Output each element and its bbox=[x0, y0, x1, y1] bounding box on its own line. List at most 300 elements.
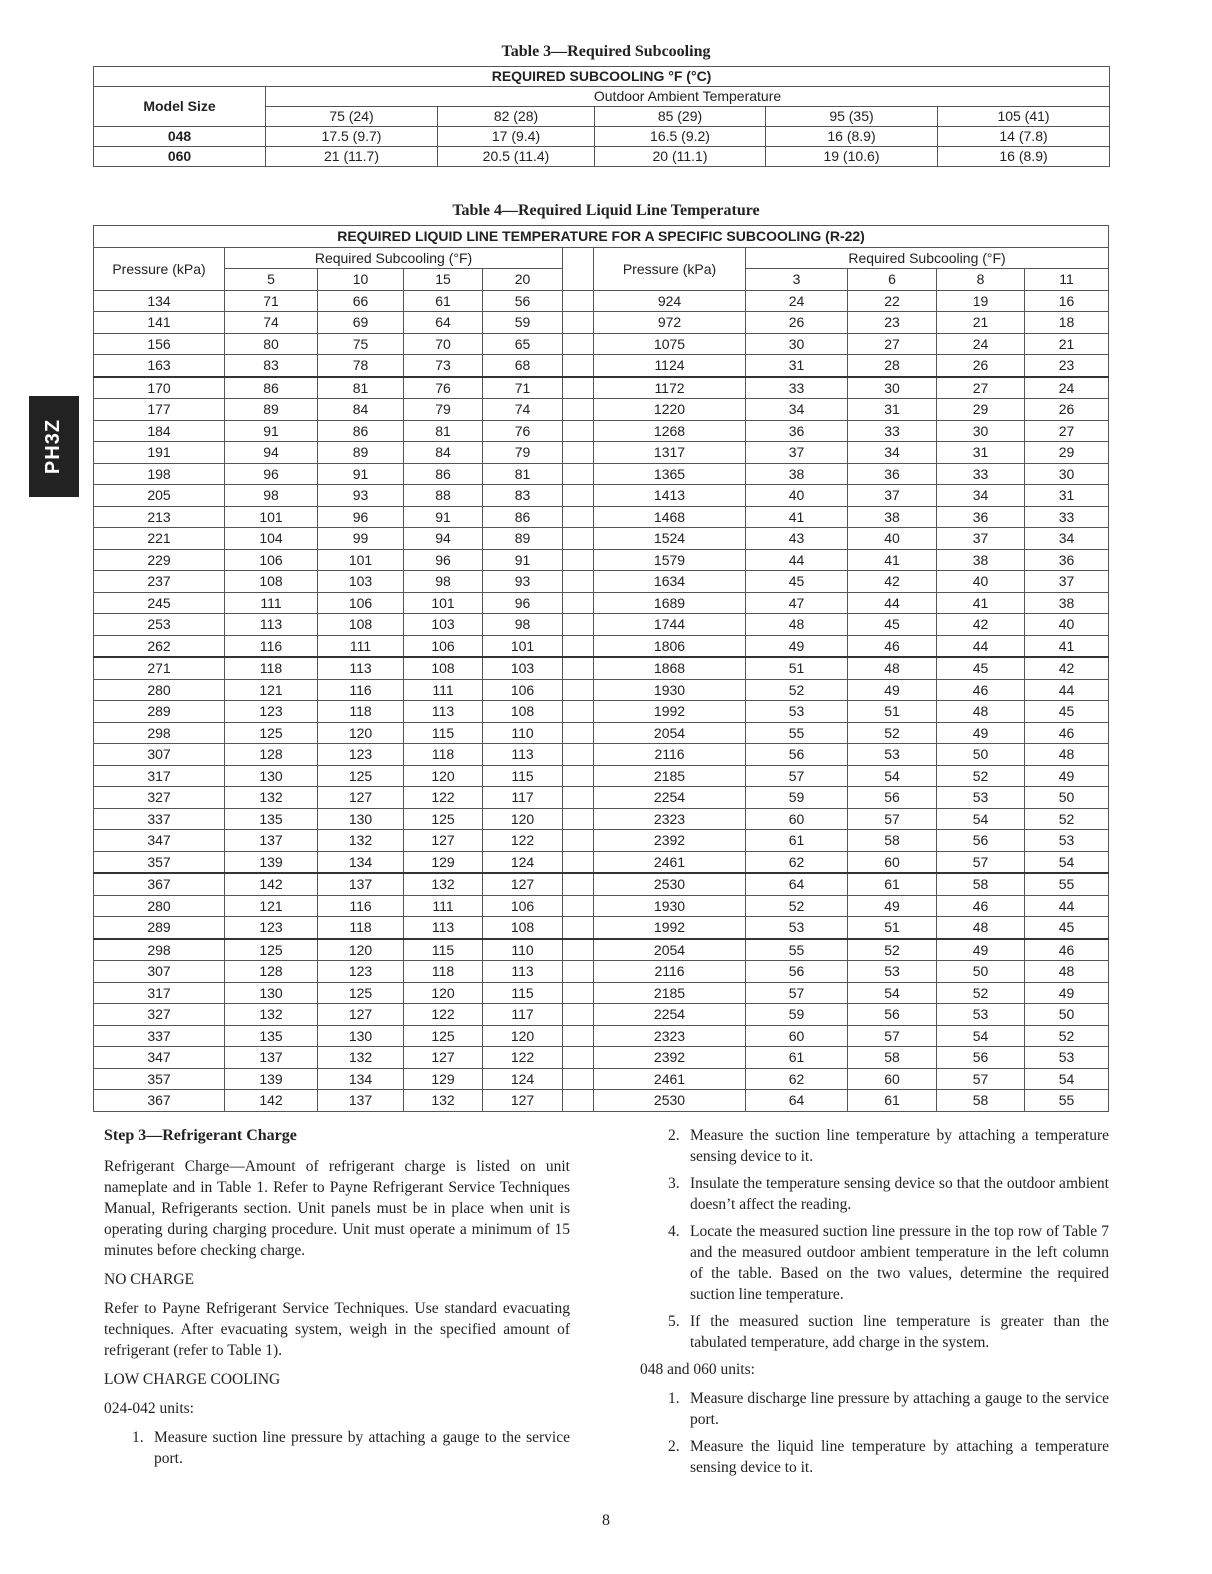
table-cell: 36 bbox=[746, 420, 848, 442]
table-cell: 48 bbox=[937, 701, 1025, 723]
table-cell: 27 bbox=[1025, 420, 1109, 442]
table4-subcool-col-header: 20 bbox=[483, 269, 563, 291]
table3-temp-header: 95 (35) bbox=[766, 107, 938, 127]
table-cell: 30 bbox=[848, 377, 937, 399]
paragraph-no-charge-label: NO CHARGE bbox=[104, 1271, 194, 1288]
table-cell: 80 bbox=[225, 333, 318, 355]
table-cell: 118 bbox=[404, 961, 483, 983]
list-item-text: Measure the suction line temperature by attaching a temperature sensing device to it. bbox=[690, 1127, 1109, 1165]
table-cell: 113 bbox=[404, 917, 483, 939]
table-cell: 41 bbox=[937, 592, 1025, 614]
table-cell: 130 bbox=[318, 808, 404, 830]
table-cell: 103 bbox=[318, 571, 404, 593]
table-cell: 89 bbox=[225, 399, 318, 421]
table4-spacer-cell bbox=[563, 614, 594, 636]
table-row bbox=[94, 333, 1109, 355]
table-cell: 37 bbox=[848, 485, 937, 507]
table4-spacer-cell bbox=[563, 701, 594, 723]
list-item-number: 2. bbox=[668, 1438, 680, 1455]
paragraph-no-charge: Refer to Payne Refrigerant Service Techniques. Use standard evacuating techniques. After evacuating system, weigh in the specified amount of refrigerant (refer to Table 1). bbox=[104, 1300, 570, 1359]
table-cell: 40 bbox=[937, 571, 1025, 593]
table-cell: 132 bbox=[404, 1090, 483, 1112]
table-cell: 137 bbox=[318, 1090, 404, 1112]
table-row bbox=[94, 787, 1109, 809]
table-cell: 94 bbox=[404, 528, 483, 550]
table-cell: 347 bbox=[94, 1047, 225, 1069]
table-cell: 53 bbox=[1025, 1047, 1109, 1069]
table4-spacer-cell bbox=[563, 808, 594, 830]
list-item bbox=[640, 1221, 1109, 1305]
table4-pressure-header-right: Pressure (kPa) bbox=[594, 247, 746, 290]
table-cell: 79 bbox=[483, 442, 563, 464]
table-cell: 54 bbox=[848, 765, 937, 787]
table4-spacer-header bbox=[563, 247, 594, 290]
table-cell: 40 bbox=[1025, 614, 1109, 636]
table-cell: 52 bbox=[848, 722, 937, 744]
table-cell: 45 bbox=[848, 614, 937, 636]
left-steps-list bbox=[104, 1427, 570, 1469]
table-cell: 55 bbox=[1025, 1090, 1109, 1112]
table-row bbox=[94, 830, 1109, 852]
table-cell: 64 bbox=[404, 312, 483, 334]
table-cell: 280 bbox=[94, 895, 225, 917]
table-row bbox=[94, 528, 1109, 550]
table-cell: 53 bbox=[746, 701, 848, 723]
table-cell: 104 bbox=[225, 528, 318, 550]
table-cell: 317 bbox=[94, 765, 225, 787]
table4-subcool-col-header: 5 bbox=[225, 269, 318, 291]
list-item bbox=[640, 1173, 1109, 1215]
table-cell: 54 bbox=[848, 982, 937, 1004]
table4-spacer-cell bbox=[563, 679, 594, 701]
table-cell: 60 bbox=[848, 1068, 937, 1090]
table-cell: 262 bbox=[94, 635, 225, 657]
table-cell: 94 bbox=[225, 442, 318, 464]
table-cell: 59 bbox=[746, 1004, 848, 1026]
table-cell: 113 bbox=[483, 744, 563, 766]
table-cell: 44 bbox=[937, 635, 1025, 657]
table-cell: 60 bbox=[746, 808, 848, 830]
list-item bbox=[640, 1436, 1109, 1478]
table-cell: 84 bbox=[318, 399, 404, 421]
table-cell: 38 bbox=[1025, 592, 1109, 614]
table-cell: 367 bbox=[94, 873, 225, 895]
table-cell: 132 bbox=[225, 1004, 318, 1026]
table-cell: 61 bbox=[848, 873, 937, 895]
table-cell: 57 bbox=[937, 851, 1025, 873]
table-cell: 125 bbox=[318, 765, 404, 787]
table-cell: 2054 bbox=[594, 722, 746, 744]
table-row bbox=[94, 377, 1109, 399]
table-cell: 106 bbox=[483, 895, 563, 917]
table-cell: 357 bbox=[94, 1068, 225, 1090]
table-cell: 23 bbox=[848, 312, 937, 334]
table4-spacer-cell bbox=[563, 1025, 594, 1047]
table-cell: 61 bbox=[746, 830, 848, 852]
table-cell: 47 bbox=[746, 592, 848, 614]
table-cell: 65 bbox=[483, 333, 563, 355]
table-cell: 115 bbox=[483, 765, 563, 787]
table-cell: 1468 bbox=[594, 506, 746, 528]
table-cell: 75 bbox=[318, 333, 404, 355]
table-cell: 20 (11.1) bbox=[595, 147, 766, 167]
table-cell: 34 bbox=[937, 485, 1025, 507]
table-cell: 1992 bbox=[594, 917, 746, 939]
table-cell: 111 bbox=[404, 895, 483, 917]
table-cell: 71 bbox=[225, 290, 318, 312]
side-tab bbox=[29, 396, 79, 497]
table-row bbox=[94, 147, 1110, 167]
table-cell: 52 bbox=[746, 895, 848, 917]
table-cell: 14 (7.8) bbox=[938, 127, 1110, 147]
list-item-number: 2. bbox=[668, 1127, 680, 1144]
table-cell: 38 bbox=[746, 463, 848, 485]
table-cell: 64 bbox=[746, 873, 848, 895]
table-cell: 46 bbox=[1025, 722, 1109, 744]
table-cell: 141 bbox=[94, 312, 225, 334]
table-cell: 58 bbox=[937, 1090, 1025, 1112]
table-cell: 33 bbox=[1025, 506, 1109, 528]
table-cell: 101 bbox=[404, 592, 483, 614]
table-cell: 229 bbox=[94, 549, 225, 571]
table-cell: 120 bbox=[404, 765, 483, 787]
table-cell: 52 bbox=[848, 939, 937, 961]
table-cell: 19 bbox=[937, 290, 1025, 312]
left-column bbox=[104, 1125, 570, 1475]
table-cell: 2185 bbox=[594, 982, 746, 1004]
table-cell: 134 bbox=[318, 851, 404, 873]
table-cell: 49 bbox=[848, 679, 937, 701]
table-cell: 123 bbox=[318, 744, 404, 766]
list-item bbox=[104, 1427, 570, 1469]
paragraph-low-charge-label: LOW CHARGE COOLING bbox=[104, 1371, 281, 1388]
table-cell: 50 bbox=[937, 961, 1025, 983]
table-cell: 44 bbox=[746, 549, 848, 571]
table-cell: 24 bbox=[746, 290, 848, 312]
table-cell: 50 bbox=[1025, 787, 1109, 809]
table-cell: 307 bbox=[94, 744, 225, 766]
table-cell: 43 bbox=[746, 528, 848, 550]
table-cell: 139 bbox=[225, 1068, 318, 1090]
table-cell: 96 bbox=[318, 506, 404, 528]
table-cell: 50 bbox=[937, 744, 1025, 766]
table-cell: 117 bbox=[483, 787, 563, 809]
table-cell: 29 bbox=[937, 399, 1025, 421]
table-cell: 289 bbox=[94, 917, 225, 939]
table-cell: 17 (9.4) bbox=[438, 127, 595, 147]
table-cell: 42 bbox=[1025, 657, 1109, 679]
table-cell: 298 bbox=[94, 939, 225, 961]
table-cell: 96 bbox=[483, 592, 563, 614]
table-cell: 55 bbox=[1025, 873, 1109, 895]
table4-spacer-cell bbox=[563, 851, 594, 873]
table-cell: 56 bbox=[848, 787, 937, 809]
table-cell: 21 bbox=[1025, 333, 1109, 355]
table-cell: 115 bbox=[483, 982, 563, 1004]
table-cell: 55 bbox=[746, 939, 848, 961]
table-row bbox=[94, 635, 1109, 657]
table-cell: 57 bbox=[848, 808, 937, 830]
table-cell: 74 bbox=[483, 399, 563, 421]
table-cell: 66 bbox=[318, 290, 404, 312]
table-cell: 298 bbox=[94, 722, 225, 744]
table-cell: 24 bbox=[937, 333, 1025, 355]
table-cell: 24 bbox=[1025, 377, 1109, 399]
table-cell: 317 bbox=[94, 982, 225, 1004]
table-cell: 357 bbox=[94, 851, 225, 873]
table-row bbox=[94, 312, 1109, 334]
table-cell: 51 bbox=[848, 917, 937, 939]
table-row bbox=[94, 679, 1109, 701]
table-cell: 122 bbox=[404, 787, 483, 809]
table-cell: 38 bbox=[937, 549, 1025, 571]
table-cell: 46 bbox=[848, 635, 937, 657]
table-cell: 59 bbox=[746, 787, 848, 809]
table-row bbox=[94, 701, 1109, 723]
table-cell: 52 bbox=[746, 679, 848, 701]
table-cell: 2254 bbox=[594, 1004, 746, 1026]
table-cell: 62 bbox=[746, 851, 848, 873]
table4-spacer-cell bbox=[563, 399, 594, 421]
table3-temp-header: 105 (41) bbox=[938, 107, 1110, 127]
table-cell: 49 bbox=[1025, 982, 1109, 1004]
table-cell: 29 bbox=[1025, 442, 1109, 464]
side-tab-label: PH3Z bbox=[42, 418, 65, 475]
table-cell: 91 bbox=[483, 549, 563, 571]
table-cell: 49 bbox=[937, 939, 1025, 961]
table-cell: 16 (8.9) bbox=[766, 127, 938, 147]
table4-spacer-cell bbox=[563, 961, 594, 983]
table-cell: 37 bbox=[1025, 571, 1109, 593]
table-cell: 81 bbox=[318, 377, 404, 399]
table-row bbox=[94, 961, 1109, 983]
table-cell: 96 bbox=[404, 549, 483, 571]
table4-spacer-cell bbox=[563, 939, 594, 961]
table-cell: 111 bbox=[225, 592, 318, 614]
table-cell: 113 bbox=[483, 961, 563, 983]
table-cell: 56 bbox=[746, 961, 848, 983]
table-cell: 49 bbox=[746, 635, 848, 657]
table-cell: 57 bbox=[746, 765, 848, 787]
table-cell: 99 bbox=[318, 528, 404, 550]
table-cell: 45 bbox=[746, 571, 848, 593]
table4-spacer-cell bbox=[563, 830, 594, 852]
table-cell: 271 bbox=[94, 657, 225, 679]
table-cell: 120 bbox=[318, 722, 404, 744]
table-cell: 45 bbox=[937, 657, 1025, 679]
table-cell: 120 bbox=[483, 808, 563, 830]
table3 bbox=[93, 66, 1110, 167]
list-item-text: Measure discharge line pressure by attaching a gauge to the service port. bbox=[690, 1390, 1109, 1428]
table-cell: 1634 bbox=[594, 571, 746, 593]
paragraph-units-048-060: 048 and 060 units: bbox=[640, 1361, 755, 1378]
table-row bbox=[94, 592, 1109, 614]
table-cell: 118 bbox=[318, 917, 404, 939]
table-cell: 71 bbox=[483, 377, 563, 399]
table-cell: 103 bbox=[404, 614, 483, 636]
table-cell: 127 bbox=[483, 1090, 563, 1112]
table-cell: 2323 bbox=[594, 1025, 746, 1047]
list-item-text: If the measured suction line temperature is greater than the tabulated temperature, add charge in the system. bbox=[690, 1313, 1109, 1351]
table-cell: 106 bbox=[318, 592, 404, 614]
table-cell: 76 bbox=[404, 377, 483, 399]
table-cell: 48 bbox=[1025, 961, 1109, 983]
table-cell: 127 bbox=[318, 1004, 404, 1026]
table-cell: 26 bbox=[937, 355, 1025, 377]
table-cell: 36 bbox=[937, 506, 1025, 528]
table4-spacer-cell bbox=[563, 290, 594, 312]
right-steps-list-b bbox=[640, 1388, 1109, 1478]
table-row bbox=[94, 420, 1109, 442]
list-item-text: Locate the measured suction line pressure in the top row of Table 7 and the measured outdoor ambient temperature in the left column of the table. Based on the two values, determine the required suction line temperature. bbox=[690, 1223, 1109, 1303]
table-cell: 49 bbox=[848, 895, 937, 917]
table-cell: 118 bbox=[225, 657, 318, 679]
table4-spacer-cell bbox=[563, 377, 594, 399]
table4-spacer-cell bbox=[563, 1047, 594, 1069]
table-row bbox=[94, 851, 1109, 873]
table4-subcool-col-header: 3 bbox=[746, 269, 848, 291]
table4-spacer-cell bbox=[563, 722, 594, 744]
table-cell: 163 bbox=[94, 355, 225, 377]
table-cell: 120 bbox=[318, 939, 404, 961]
table-cell: 237 bbox=[94, 571, 225, 593]
table-row bbox=[94, 463, 1109, 485]
table-cell: 280 bbox=[94, 679, 225, 701]
table-cell: 89 bbox=[483, 528, 563, 550]
table-cell: 1744 bbox=[594, 614, 746, 636]
table3-title: REQUIRED SUBCOOLING °F (°C) bbox=[94, 67, 1110, 87]
table3-temp-header: 75 (24) bbox=[266, 107, 438, 127]
table-cell: 56 bbox=[937, 830, 1025, 852]
table4-spacer-cell bbox=[563, 1090, 594, 1112]
table4-body bbox=[94, 290, 1109, 1111]
table-cell: 170 bbox=[94, 377, 225, 399]
table4-spacer-cell bbox=[563, 506, 594, 528]
table-cell: 30 bbox=[937, 420, 1025, 442]
table-cell: 91 bbox=[318, 463, 404, 485]
table-cell: 2116 bbox=[594, 744, 746, 766]
table-cell: 134 bbox=[318, 1068, 404, 1090]
table-cell: 125 bbox=[318, 982, 404, 1004]
table4-spacer-cell bbox=[563, 571, 594, 593]
table-cell: 48 bbox=[937, 917, 1025, 939]
table-cell: 337 bbox=[94, 1025, 225, 1047]
table-cell: 127 bbox=[404, 830, 483, 852]
table4-subcool-header-left: Required Subcooling (°F) bbox=[225, 247, 563, 269]
table-cell: 1124 bbox=[594, 355, 746, 377]
list-item-number: 4. bbox=[668, 1223, 680, 1240]
table-cell: 1930 bbox=[594, 679, 746, 701]
table-cell: 116 bbox=[318, 895, 404, 917]
table-cell: 924 bbox=[594, 290, 746, 312]
table-cell: 30 bbox=[746, 333, 848, 355]
table-cell: 137 bbox=[318, 873, 404, 895]
table-cell: 73 bbox=[404, 355, 483, 377]
table-cell: 101 bbox=[318, 549, 404, 571]
table-cell: 103 bbox=[483, 657, 563, 679]
table-cell: 45 bbox=[1025, 701, 1109, 723]
table-cell: 115 bbox=[404, 939, 483, 961]
table-cell: 124 bbox=[483, 851, 563, 873]
table-cell: 2254 bbox=[594, 787, 746, 809]
table-cell: 1220 bbox=[594, 399, 746, 421]
table-cell: 52 bbox=[1025, 808, 1109, 830]
table-cell: 53 bbox=[1025, 830, 1109, 852]
table-cell: 108 bbox=[225, 571, 318, 593]
table-cell: 184 bbox=[94, 420, 225, 442]
table-cell: 327 bbox=[94, 1004, 225, 1026]
table-cell: 53 bbox=[937, 787, 1025, 809]
table4-spacer-cell bbox=[563, 592, 594, 614]
table-cell: 59 bbox=[483, 312, 563, 334]
table-cell: 113 bbox=[225, 614, 318, 636]
table-cell: 1806 bbox=[594, 635, 746, 657]
table-cell: 28 bbox=[848, 355, 937, 377]
table4-spacer-cell bbox=[563, 1068, 594, 1090]
table-cell: 108 bbox=[404, 657, 483, 679]
table-row bbox=[94, 506, 1109, 528]
table-cell: 21 (11.7) bbox=[266, 147, 438, 167]
right-column bbox=[640, 1125, 1109, 1484]
table-cell: 1413 bbox=[594, 485, 746, 507]
table-cell: 54 bbox=[937, 1025, 1025, 1047]
list-item-text: Measure the liquid line temperature by attaching a temperature sensing device to it. bbox=[690, 1438, 1109, 1476]
table-cell: 33 bbox=[746, 377, 848, 399]
table-cell: 132 bbox=[318, 830, 404, 852]
table-row bbox=[94, 722, 1109, 744]
paragraph-charge: Refrigerant Charge—Amount of refrigerant charge is listed on unit nameplate and in Table 1. Refer to Payne Refrigerant Service Techniques Manual, Refrigerants section. Unit panels must be in place when unit is operating during charging procedure. Unit must operate a minimum of 15 minutes before checking charge. bbox=[104, 1158, 570, 1259]
table4-subcool-header-right: Required Subcooling (°F) bbox=[746, 247, 1109, 269]
table-cell: 46 bbox=[937, 895, 1025, 917]
table-row bbox=[94, 765, 1109, 787]
table-cell: 127 bbox=[404, 1047, 483, 1069]
list-item-text: Insulate the temperature sensing device so that the outdoor ambient doesn’t affect the reading. bbox=[690, 1175, 1109, 1213]
table-cell: 78 bbox=[318, 355, 404, 377]
paragraph-units-024-042: 024-042 units: bbox=[104, 1400, 194, 1417]
table-cell: 42 bbox=[937, 614, 1025, 636]
table-cell: 91 bbox=[225, 420, 318, 442]
list-item bbox=[640, 1311, 1109, 1353]
table4-spacer-cell bbox=[563, 765, 594, 787]
table-cell: 70 bbox=[404, 333, 483, 355]
table-cell: 41 bbox=[746, 506, 848, 528]
table-cell: 48 bbox=[746, 614, 848, 636]
table-cell: 52 bbox=[937, 982, 1025, 1004]
table-cell: 53 bbox=[746, 917, 848, 939]
table-cell: 253 bbox=[94, 614, 225, 636]
table-cell: 125 bbox=[225, 722, 318, 744]
table-cell: 41 bbox=[1025, 635, 1109, 657]
table-cell: 106 bbox=[483, 679, 563, 701]
table-cell: 116 bbox=[225, 635, 318, 657]
table4-spacer-cell bbox=[563, 549, 594, 571]
table-cell: 31 bbox=[937, 442, 1025, 464]
table-cell: 55 bbox=[746, 722, 848, 744]
table-row bbox=[94, 895, 1109, 917]
table-cell: 31 bbox=[848, 399, 937, 421]
table-cell: 177 bbox=[94, 399, 225, 421]
table-cell: 34 bbox=[746, 399, 848, 421]
table-cell: 128 bbox=[225, 744, 318, 766]
table-cell: 58 bbox=[848, 830, 937, 852]
table-cell: 56 bbox=[483, 290, 563, 312]
table-cell: 101 bbox=[225, 506, 318, 528]
table-cell: 96 bbox=[225, 463, 318, 485]
table-cell: 52 bbox=[937, 765, 1025, 787]
table-cell: 81 bbox=[404, 420, 483, 442]
table-cell: 128 bbox=[225, 961, 318, 983]
table-row bbox=[94, 614, 1109, 636]
